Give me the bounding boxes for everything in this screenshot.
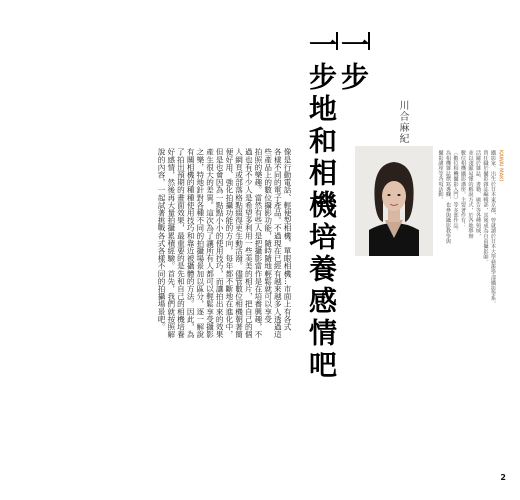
body-line: 好感情，然後再大量拍攝累積經驗。首先，我們就按照解 (166, 148, 176, 338)
body-line: 但是也會因為一點點小小的使用技巧，而讓拍出來的效果 (215, 148, 225, 338)
author-photo (355, 146, 433, 256)
bio-line: 為相機雜誌撰寫專欄，也參與攝影教學與 (445, 150, 451, 244)
body-line: 之樂，特地針對各種不同的拍攝場景加以區分，逐一解說 (195, 148, 205, 338)
bio-line: KAWAI MAKI (497, 150, 504, 182)
title-part-1: 一步 (337, 30, 370, 94)
author-name: 川合麻紀 (397, 100, 408, 144)
body-line: 過也有不少人是希望多利用一些美美的相片，把自己的個 (244, 148, 254, 338)
portrait-illustration (355, 146, 433, 256)
body-text (156, 148, 292, 358)
bio-line: 攝影家。出生於日本東京都，曾就讀於日本大學藝術學部攝影學系。 (490, 150, 496, 306)
bio-line: 並以淺顯易懂的解說方式，於各地舉辦 (467, 150, 474, 239)
bio-line: 數位相機攝影講座。主要著作有： (460, 150, 466, 228)
body-line: 各樣不同的電子產品。不過現在已經有越來越多人透過這 (273, 148, 283, 338)
bio-line: 曾任職於攝影雜誌編輯部，其後成為自由攝影師。 (482, 150, 489, 265)
body-line: 產生很大的差異。這次為了讓所有人都可以輕鬆享受攝影 (205, 148, 215, 338)
bio-line: 《數位相機攝影入門》等多部作品。 (452, 150, 459, 234)
bio-line: 活躍於雜誌、書籍、廣告等各種領域， (475, 150, 481, 239)
body-line: 了拍出預期的畫面效果，最重要的是先和自己的相機培養 (176, 148, 186, 338)
bio-line: 攝影講座等各項活動。 (437, 150, 444, 202)
author-bio (437, 150, 504, 328)
body-line: 有關相機的種種使用技巧和靠近被攝體的方法。因此，為 (186, 148, 196, 338)
title-part-2: 一步地和相機培養感情吧 (305, 30, 338, 382)
body-line: 人網頁或部落格點綴得更生動活潑。儘管數位相機朝著簡 (234, 148, 244, 338)
body-line: 拍照的樂趣。當然有些人是把攝影當作是在培養興趣，不 (253, 148, 263, 338)
body-line: 像是行動電話、輕便型相機、單眼相機…市面上有各式 (283, 148, 292, 331)
body-line: 說的內容，一起試著挑戰各式各樣不同的拍攝場景吧。 (157, 148, 167, 331)
body-line: 便好用、強化拍攝功能的方向，每年都不斷地在進化中， (224, 148, 234, 338)
body-line: 些產品上的數位攝影功能，隨時隨地輕鬆就可以享受 (263, 148, 273, 323)
page-number: 2 (500, 473, 506, 482)
